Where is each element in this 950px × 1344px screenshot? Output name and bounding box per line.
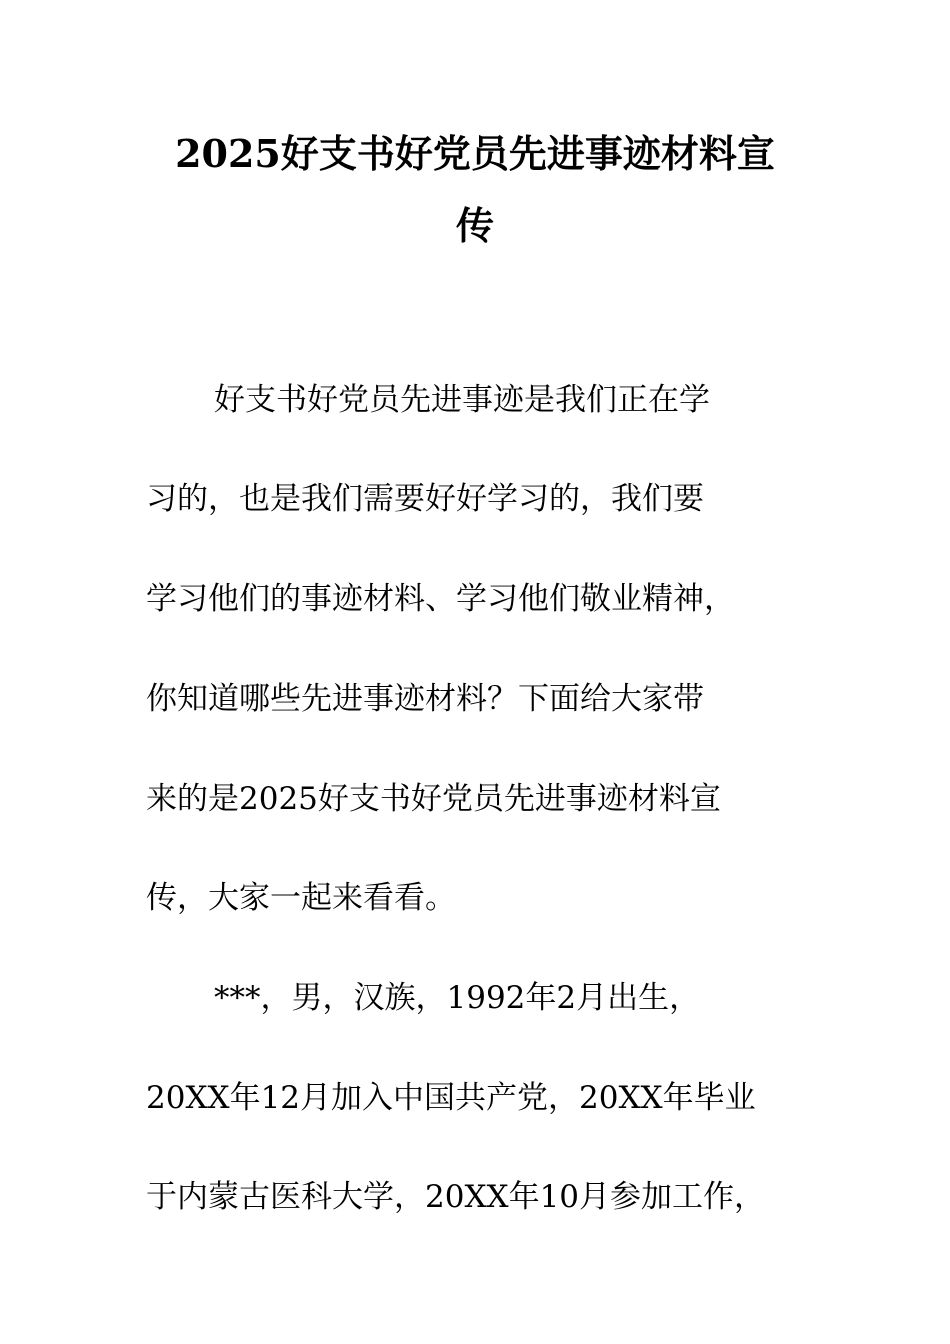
paragraph-1-line-5: 来的是2025好支书好党员先进事迹材料宣 (146, 781, 721, 817)
document-title-line-1: 2025好支书好党员先进事迹材料宣 (175, 131, 775, 176)
paragraph-1-line-3: 学习他们的事迹材料、学习他们敬业精神， (146, 581, 735, 617)
paragraph-2-line-3: 于内蒙古医科大学，20XX年10月参加工作， (146, 1179, 766, 1215)
paragraph-1-line-2: 习的，也是我们需要好好学习的，我们要 (146, 481, 704, 517)
paragraph-1-line-1: 好支书好党员先进事迹是我们正在学 (214, 382, 710, 418)
paragraph-1-line-6: 传，大家一起来看看。 (146, 880, 456, 916)
paragraph-2-line-1: ***，男，汉族，1992年2月出生， (214, 980, 701, 1016)
document-title-line-2: 传 (455, 203, 494, 248)
paragraph-2-line-2: 20XX年12月加入中国共产党，20XX年毕业 (146, 1080, 756, 1116)
paragraph-1-line-4: 你知道哪些先进事迹材料？下面给大家带 (146, 681, 704, 717)
